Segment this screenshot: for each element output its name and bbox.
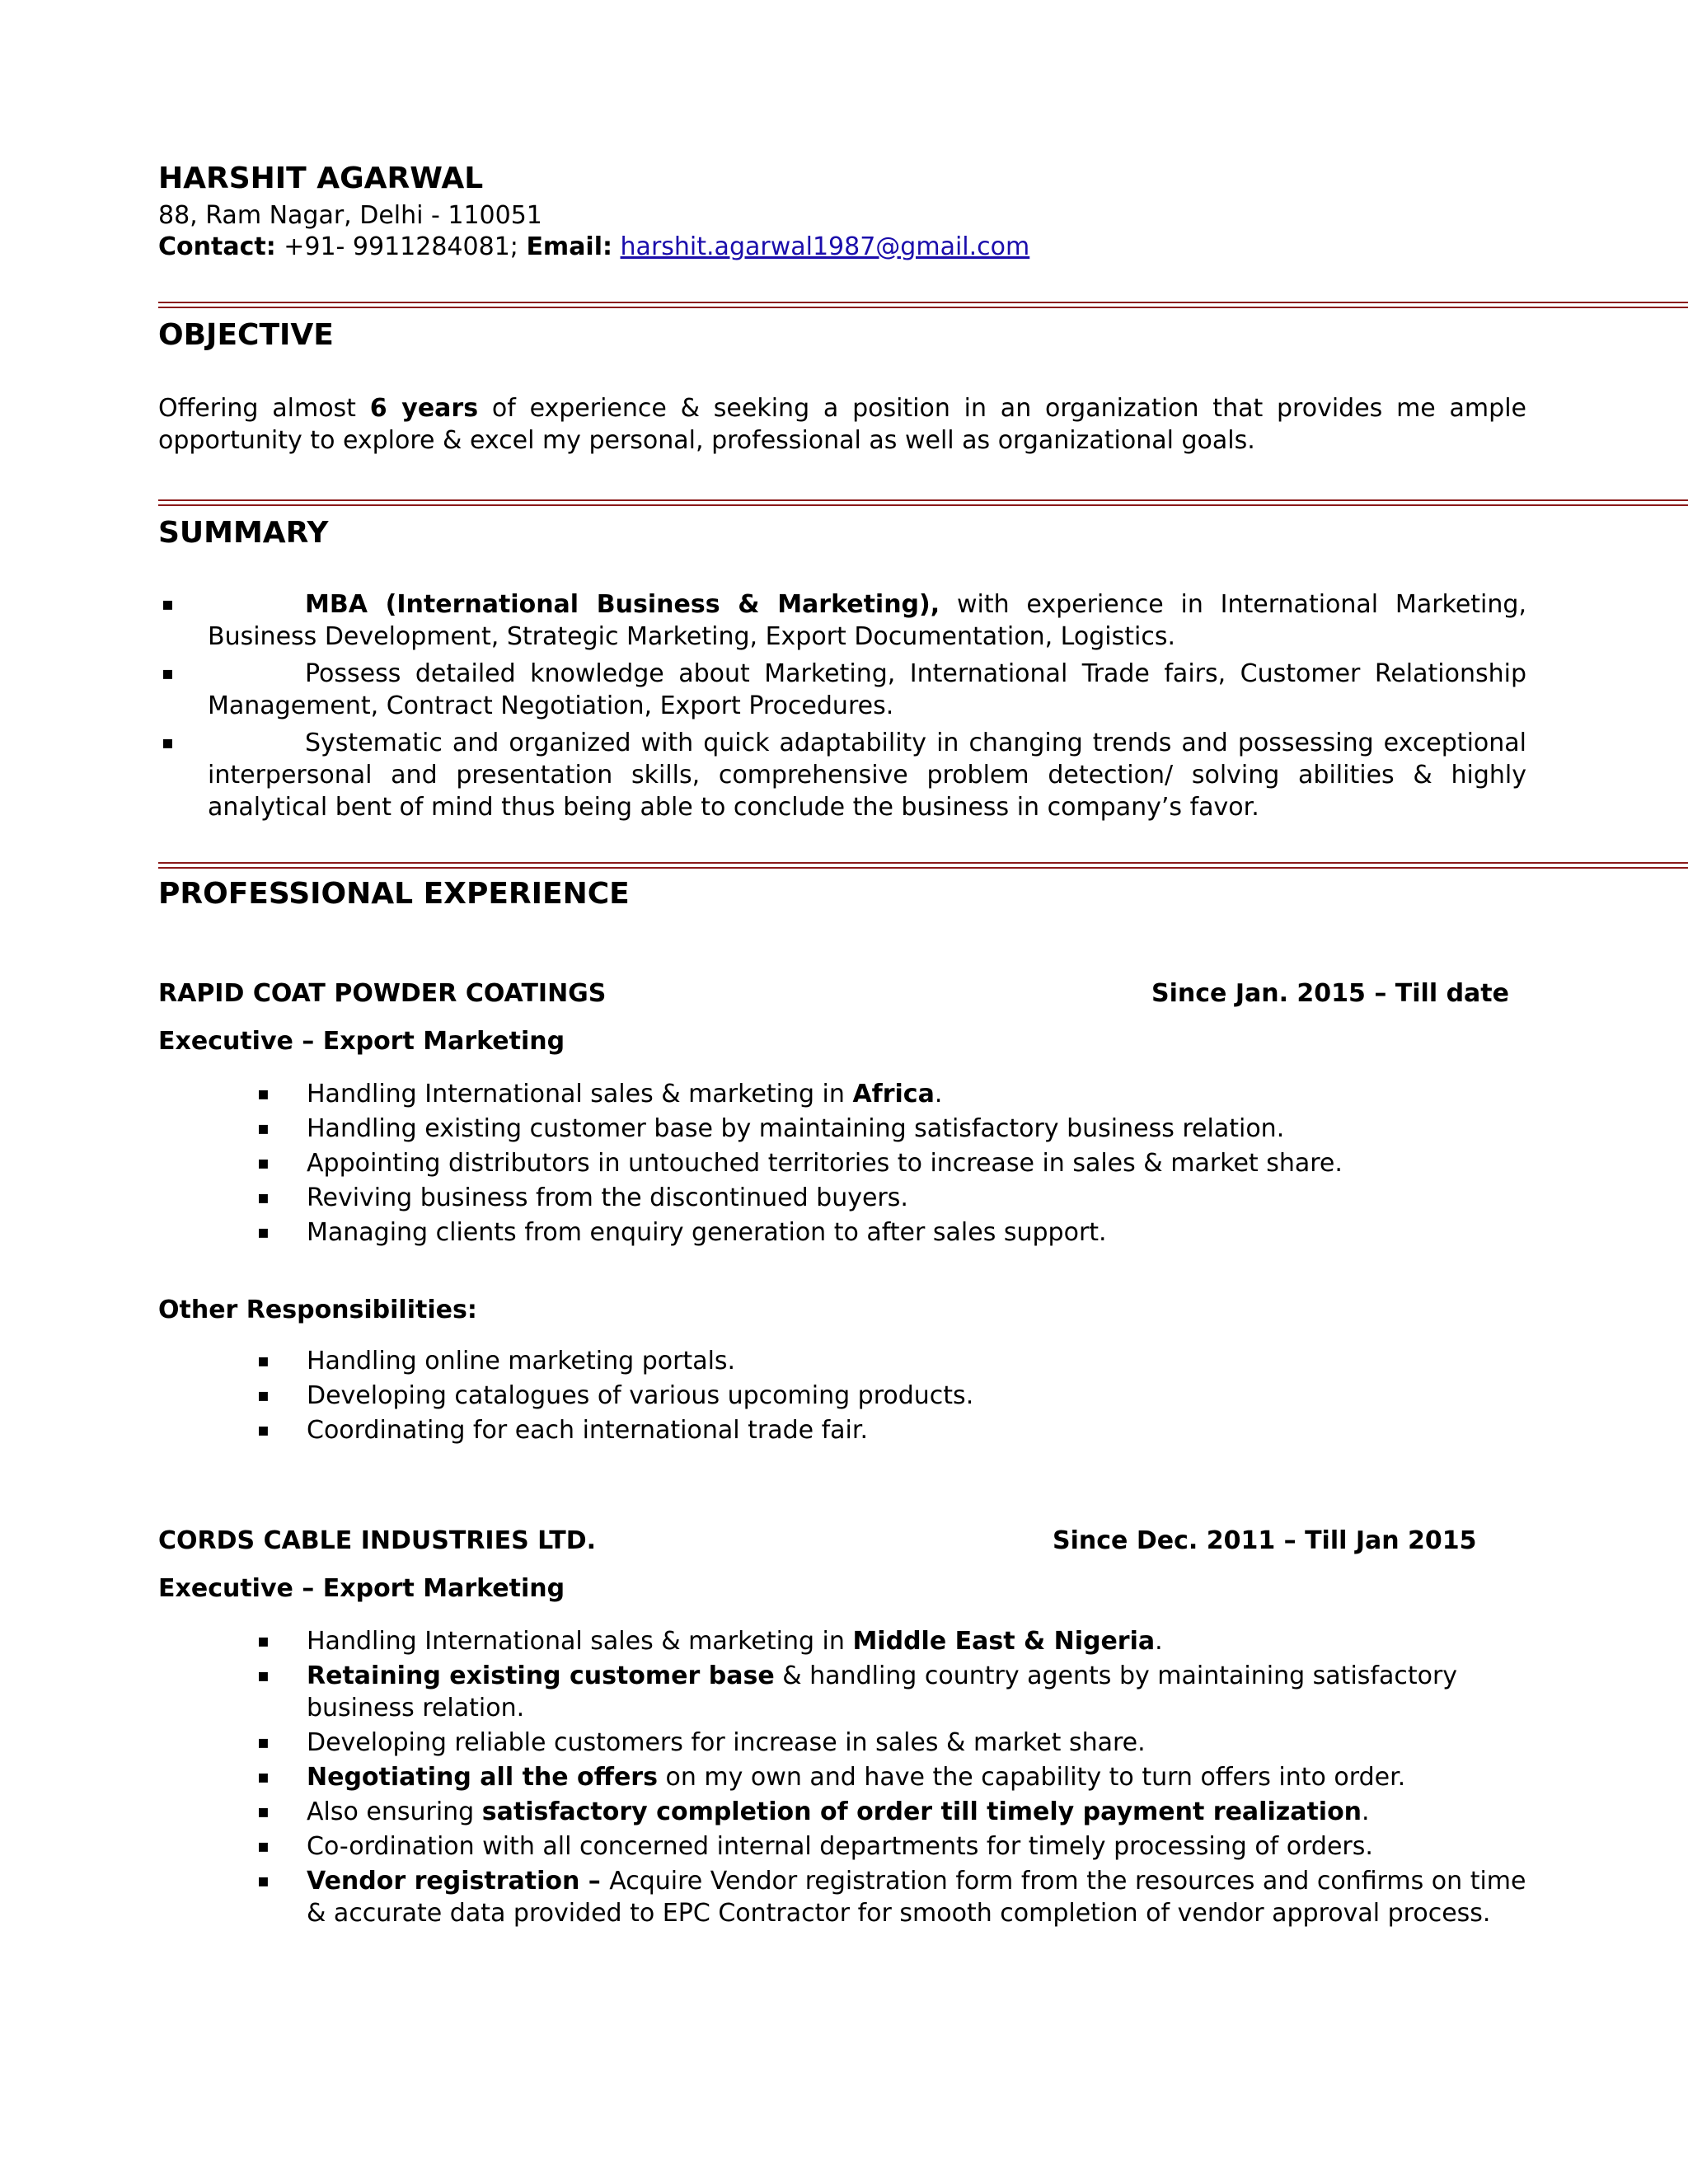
- objective-heading: OBJECTIVE: [158, 318, 334, 352]
- bullet-icon: ▪: [257, 1802, 270, 1822]
- bullet-icon: ▪: [257, 1767, 270, 1788]
- bullet-icon: ▪: [257, 1836, 270, 1857]
- job-company: CORDS CABLE INDUSTRIES LTD.: [158, 1526, 597, 1555]
- bullet-icon: ▪: [257, 1420, 270, 1441]
- list-item: ▪ Vendor registration – Acquire Vendor registration form from the resources and confirms on time & accurate data provided to EPC Contractor for smooth completion of vendor approval process.: [257, 1867, 1526, 1928]
- experience-heading: PROFESSIONAL EXPERIENCE: [158, 877, 630, 911]
- contact-line: [158, 232, 1029, 261]
- list-item: ▪ Developing catalogues of various upcoming products.: [257, 1381, 974, 1410]
- section-divider: [158, 862, 1688, 869]
- bullet-icon: ▪: [162, 663, 174, 684]
- job-company: RAPID COAT POWDER COATINGS: [158, 979, 607, 1008]
- summary-item: ▪ MBA (International Business & Marketing), with experience in International Marketing, Business Development, Strategic Marketing, Export Documentation, Logistics.: [162, 590, 1526, 651]
- bullet-icon: ▪: [257, 1871, 270, 1891]
- bullet-icon: ▪: [257, 1188, 270, 1208]
- contact-phone: +91- 9911284081;: [275, 232, 527, 261]
- list-item: ▪ Retaining existing customer base & handling country agents by maintaining satisfactory business relation.: [257, 1661, 1458, 1722]
- bullet-icon: ▪: [257, 1084, 270, 1104]
- list-item: ▪ Handling existing customer base by maintaining satisfactory business relation.: [257, 1114, 1285, 1143]
- list-item: ▪ Handling International sales & marketing in Middle East & Nigeria.: [257, 1627, 1163, 1656]
- list-item: ▪ Appointing distributors in untouched territories to increase in sales & market share.: [257, 1149, 1343, 1178]
- objective-text: Offering almost 6 years of experience & seeking a position in an organization that provides me ample opportunity to explore & excel my personal, professional as well as organizational goals.: [158, 394, 1526, 455]
- list-item: ▪ Handling online marketing portals.: [257, 1347, 736, 1376]
- other-responsibilities-list: [257, 1345, 1526, 1449]
- list-item: ▪ Managing clients from enquiry generation to after sales support.: [257, 1218, 1107, 1247]
- section-divider: [158, 499, 1688, 506]
- summary-item: ▪ Possess detailed knowledge about Marketing, International Trade fairs, Customer Relationship Management, Contract Negotiation, Export Procedures.: [162, 659, 1526, 720]
- bullet-icon: ▪: [162, 594, 174, 615]
- job-role: Executive – Export Marketing: [158, 1574, 565, 1603]
- summary-item: ▪ Systematic and organized with quick adaptability in changing trends and possessing exceptional interpersonal and presentation skills, comprehensive problem detection/ solving abilities & highly analytical bent of mind thus being able to conclude the business in company’s favor.: [162, 729, 1526, 822]
- job-dates: Since Jan. 2015 – Till date: [1151, 979, 1509, 1008]
- email-link[interactable]: harshit.agarwal1987@gmail.com: [620, 232, 1030, 261]
- summary-heading: SUMMARY: [158, 516, 329, 550]
- bullet-icon: ▪: [257, 1385, 270, 1406]
- address-line: 88, Ram Nagar, Delhi - 110051: [158, 201, 542, 230]
- contact-label: Contact:: [158, 232, 276, 261]
- bullet-icon: ▪: [257, 1666, 270, 1686]
- list-item: ▪ Coordinating for each international trade fair.: [257, 1416, 869, 1445]
- other-responsibilities-heading: Other Responsibilities:: [158, 1296, 477, 1324]
- job-bullets: [257, 1625, 1526, 1932]
- section-divider: [158, 302, 1688, 308]
- candidate-name: HARSHIT AGARWAL: [158, 162, 484, 195]
- list-item: ▪ Also ensuring satisfactory completion of order till timely payment realization.: [257, 1797, 1370, 1826]
- list-item: ▪ Negotiating all the offers on my own and have the capability to turn offers into order.: [257, 1763, 1406, 1792]
- bullet-icon: ▪: [257, 1118, 270, 1139]
- job-role: Executive – Export Marketing: [158, 1027, 565, 1056]
- list-item: ▪ Handling International sales & marketing in Africa.: [257, 1080, 943, 1108]
- job-bullets: [257, 1078, 1526, 1251]
- bullet-icon: ▪: [257, 1222, 270, 1243]
- summary-list: [158, 588, 1526, 828]
- email-label: Email:: [526, 232, 612, 261]
- job-dates: Since Dec. 2011 – Till Jan 2015: [1053, 1526, 1477, 1555]
- list-item: ▪ Reviving business from the discontinued buyers.: [257, 1183, 908, 1212]
- list-item: ▪ Developing reliable customers for increase in sales & market share.: [257, 1728, 1146, 1757]
- bullet-icon: ▪: [257, 1153, 270, 1174]
- bullet-icon: ▪: [257, 1732, 270, 1753]
- bullet-icon: ▪: [162, 733, 174, 753]
- bullet-icon: ▪: [257, 1351, 270, 1371]
- list-item: ▪ Co-ordination with all concerned internal departments for timely processing of orders.: [257, 1832, 1373, 1861]
- bullet-icon: ▪: [257, 1631, 270, 1652]
